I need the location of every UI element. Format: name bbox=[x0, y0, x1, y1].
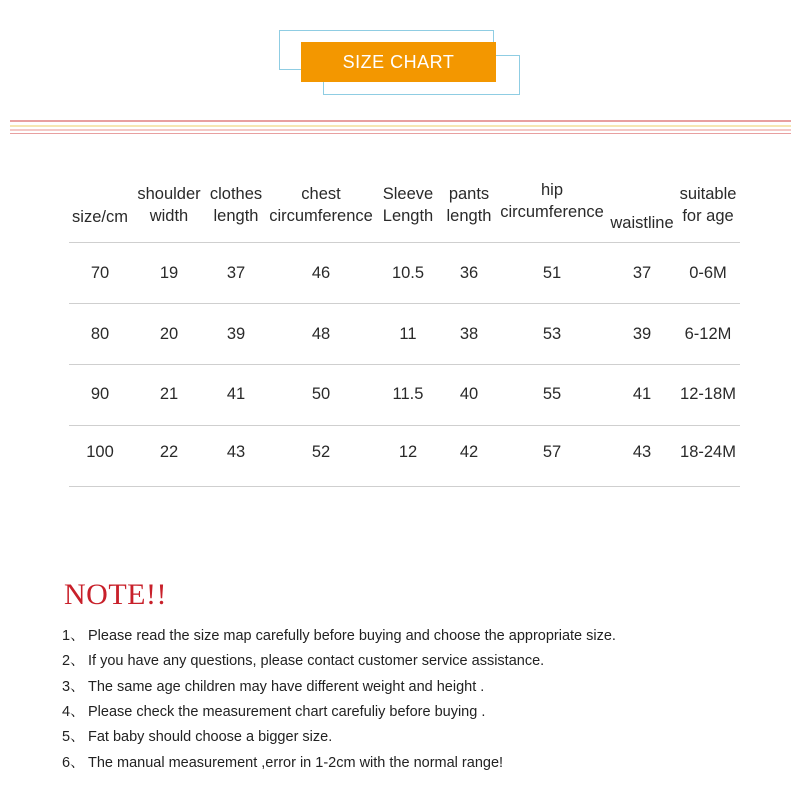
note-item-text: Please read the size map carefully before buying and choose the appropriate size. bbox=[88, 628, 616, 644]
table-cell: 11 bbox=[399, 325, 417, 343]
table-cell: 21 bbox=[159, 385, 179, 403]
table-cell: 22 bbox=[159, 443, 179, 461]
size-chart-badge bbox=[301, 42, 496, 82]
table-cell: 46 bbox=[311, 264, 331, 282]
table-cell: 39 bbox=[226, 325, 246, 343]
table-cell: 37 bbox=[632, 264, 652, 282]
stripe-red-top bbox=[10, 120, 791, 122]
table-cell: 12 bbox=[398, 443, 418, 461]
note-title: NOTE!! bbox=[64, 578, 167, 611]
column-header-line: chest bbox=[301, 185, 341, 203]
decorative-stripes bbox=[10, 118, 791, 138]
table-cell: 51 bbox=[542, 264, 562, 282]
table-cell: 41 bbox=[632, 385, 652, 403]
note-item-number: 1、 bbox=[62, 628, 85, 644]
note-item bbox=[62, 651, 544, 671]
note-item bbox=[62, 626, 616, 646]
column-header-line: Sleeve bbox=[382, 185, 434, 203]
note-item-text: If you have any questions, please contact customer service assistance. bbox=[88, 653, 545, 670]
note-item-number: 5、 bbox=[62, 729, 85, 746]
note-item-number: 6、 bbox=[62, 754, 85, 771]
note-item-number: 2、 bbox=[62, 653, 85, 670]
column-header-line: Length bbox=[382, 207, 434, 225]
note-item-text: The same age children may have different weight and height . bbox=[88, 678, 485, 695]
column-header-line: clothes bbox=[209, 185, 263, 203]
table-cell: 90 bbox=[90, 385, 110, 403]
column-header bbox=[492, 166, 612, 236]
column-header-line: pants bbox=[448, 185, 490, 203]
note-item bbox=[62, 727, 332, 747]
note-item bbox=[62, 702, 485, 722]
table-cell: 70 bbox=[90, 264, 110, 282]
column-header-line: size/cm bbox=[72, 208, 128, 226]
stripe-red-bottom bbox=[10, 133, 791, 134]
table-cell: 40 bbox=[459, 385, 479, 403]
row-divider bbox=[69, 303, 740, 304]
table-cell: 36 bbox=[459, 264, 479, 282]
table-cell: 43 bbox=[226, 443, 246, 461]
table-cell: 80 bbox=[90, 325, 110, 343]
note-item bbox=[62, 753, 503, 773]
table-cell: 100 bbox=[86, 443, 114, 461]
table-cell: 11.5 bbox=[392, 385, 424, 403]
column-header-line: for age bbox=[682, 207, 734, 225]
row-divider bbox=[69, 486, 740, 487]
table-cell: 10.5 bbox=[391, 264, 425, 282]
table-cell: 41 bbox=[226, 385, 246, 403]
note-item bbox=[62, 677, 484, 697]
table-cell: 38 bbox=[459, 325, 479, 343]
column-header-line: hip bbox=[540, 181, 564, 199]
note-item-number: 4、 bbox=[62, 703, 85, 720]
note-item-text: The manual measurement ,error in 1-2cm with the normal range! bbox=[88, 754, 504, 771]
table-cell: 53 bbox=[542, 325, 562, 343]
note-item-text: Fat baby should choose a bigger size. bbox=[88, 729, 333, 746]
column-header bbox=[673, 170, 743, 240]
table-cell: 19 bbox=[159, 264, 179, 282]
note-item-number: 3、 bbox=[62, 678, 85, 695]
column-header bbox=[378, 170, 438, 240]
stripe-yellow bbox=[10, 125, 791, 127]
table-cell: 18-24M bbox=[680, 443, 736, 461]
column-header bbox=[206, 170, 266, 240]
table-cell: 43 bbox=[632, 443, 652, 461]
column-header-line: length bbox=[446, 207, 492, 225]
row-divider bbox=[69, 425, 740, 426]
note-item-text: Please check the measurement chart carefuliy before buying . bbox=[88, 703, 486, 720]
column-header-line: width bbox=[149, 207, 189, 225]
column-header bbox=[261, 170, 381, 240]
column-header bbox=[129, 170, 209, 240]
table-cell: 37 bbox=[226, 264, 246, 282]
row-divider bbox=[69, 242, 740, 243]
table-cell: 57 bbox=[542, 443, 562, 461]
column-header bbox=[439, 170, 499, 240]
table-cell: 12-18M bbox=[680, 385, 736, 403]
column-header-line: length bbox=[213, 207, 259, 225]
table-cell: 42 bbox=[459, 443, 479, 461]
row-divider bbox=[69, 364, 740, 365]
table-cell: 39 bbox=[632, 325, 652, 343]
table-cell: 20 bbox=[159, 325, 179, 343]
stripe-pink bbox=[10, 129, 791, 131]
size-chart-title: SIZE CHART bbox=[342, 51, 455, 72]
table-cell: 0-6M bbox=[689, 264, 727, 282]
column-header-line: circumference bbox=[500, 203, 604, 221]
table-cell: 50 bbox=[311, 385, 331, 403]
column-header-line: shoulder bbox=[137, 185, 201, 203]
table-cell: 55 bbox=[542, 385, 562, 403]
table-cell: 48 bbox=[311, 325, 331, 343]
column-header-line: circumference bbox=[269, 207, 373, 225]
column-header-line: waistline bbox=[610, 214, 674, 232]
table-cell: 6-12M bbox=[684, 325, 732, 343]
column-header-line: suitable bbox=[679, 185, 737, 203]
table-cell: 52 bbox=[311, 443, 331, 461]
column-header bbox=[605, 188, 680, 258]
